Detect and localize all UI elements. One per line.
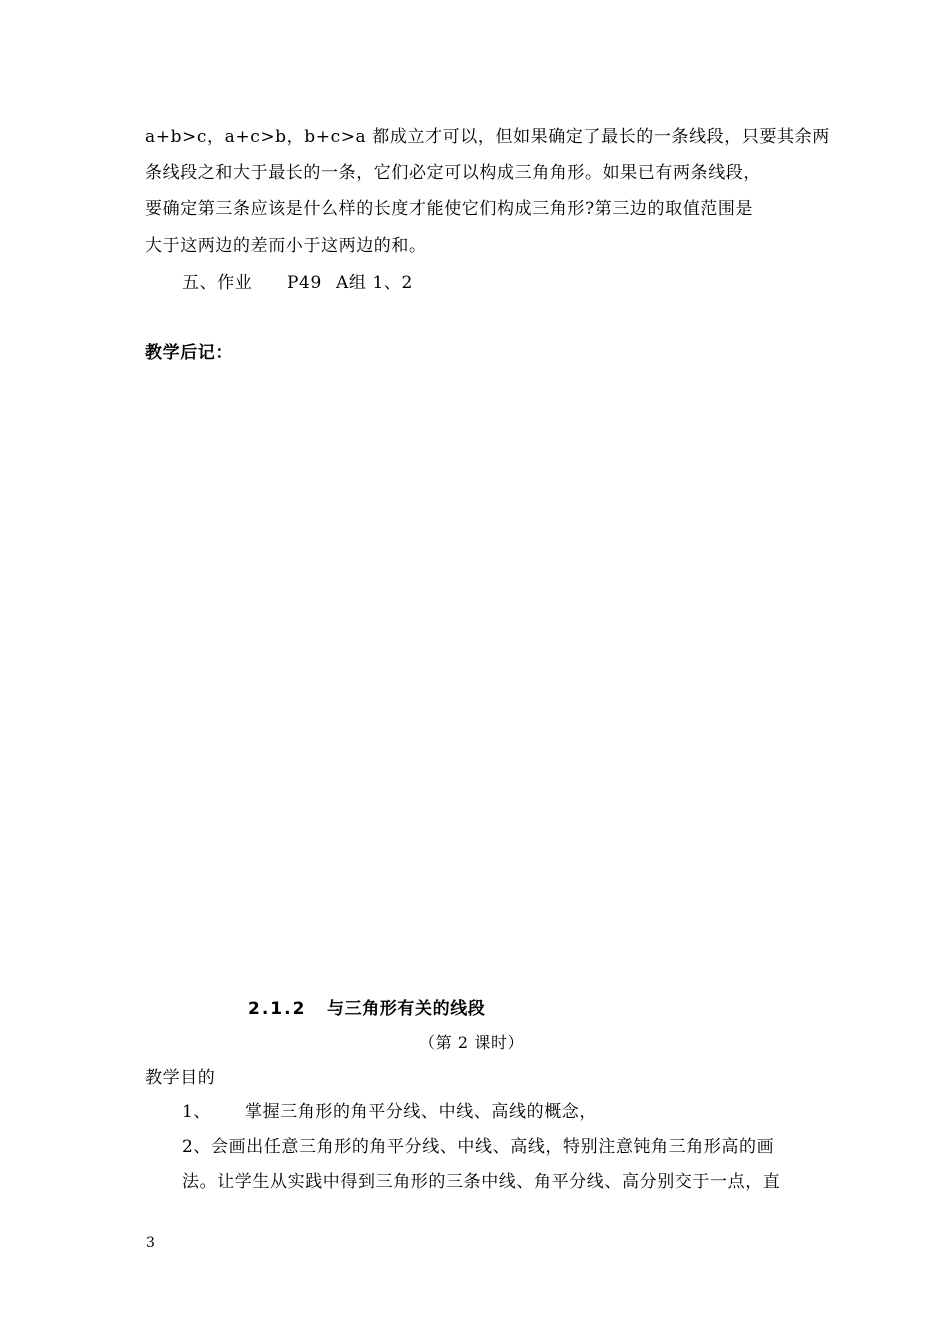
homework-group: A组 1、2 [336, 273, 413, 293]
paragraph-line: a+b>c，a+c>b，b+c>a 都成立才可以，但如果确定了最长的一条线段，只要其余两 [145, 127, 830, 147]
objective-item-2-line: 法。让学生从实践中得到三角形的三条中线、角平分线、高分别交于一点，直 [182, 1172, 781, 1192]
paragraph-line: 要确定第三条应该是什么样的长度才能使它们构成三角形?第三边的取值范围是 [145, 199, 754, 219]
postscript-heading: 教学后记： [145, 343, 233, 363]
section-number: 2.1.2 [248, 999, 307, 1019]
objective-item-1-text: 掌握三角形的角平分线、中线、高线的概念， [245, 1102, 597, 1122]
homework-label: 五、作业 [182, 273, 253, 293]
objective-item-1-number: 1、 [182, 1102, 212, 1122]
objectives-heading: 教学目的 [145, 1068, 216, 1088]
homework-page: P49 [287, 273, 322, 293]
section-title: 与三角形有关的线段 [327, 999, 486, 1019]
objective-item-2-line: 2、会画出任意三角形的角平分线、中线、高线，特别注意钝角三角形高的画 [182, 1137, 775, 1157]
paragraph-line: 大于这两边的差而小于这两边的和。 [145, 236, 427, 256]
page-number: 3 [146, 1235, 155, 1251]
paragraph-line: 条线段之和大于最长的一条，它们必定可以构成三角角形。如果已有两条线段， [145, 163, 761, 183]
section-subtitle: （第 2 课时） [419, 1033, 525, 1052]
